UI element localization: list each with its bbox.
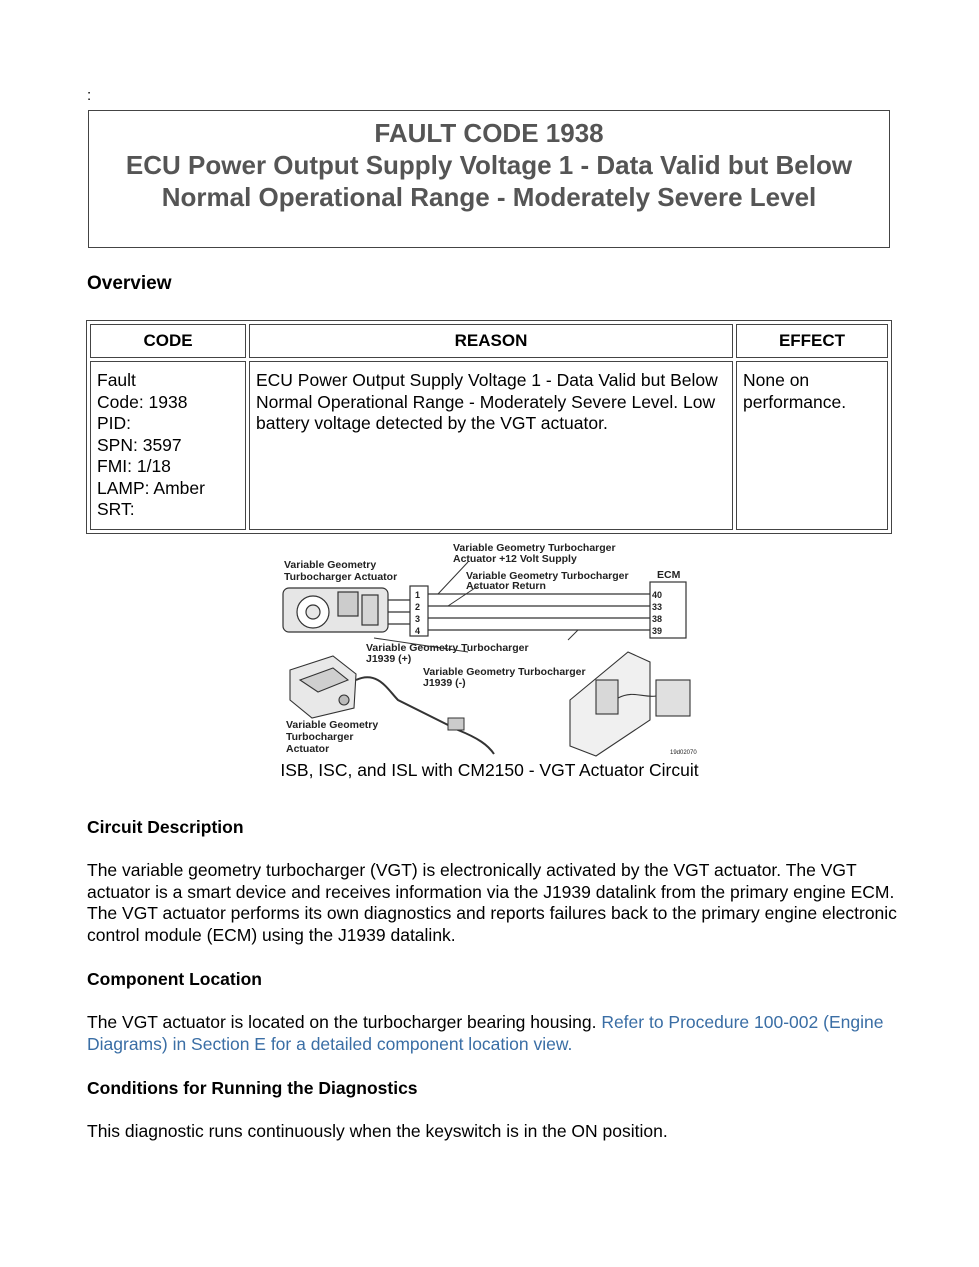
code-line: SPN: 3597 [97, 434, 182, 455]
code-line: LAMP: Amber [97, 477, 205, 498]
figure-id: 19d02070 [670, 750, 697, 756]
code-line: FMI: 1/18 [97, 456, 171, 476]
code-line: Fault [97, 370, 136, 390]
actuator-top-icon [283, 588, 388, 632]
ecm-pin-label: 39 [652, 626, 663, 636]
label-line: Variable Geometry Turbocharger [423, 666, 586, 678]
label-line: Turbocharger Actuator [284, 571, 398, 583]
code-line: PID: [97, 413, 132, 433]
effect-cell: None on performance. [736, 361, 888, 530]
table-header-row [90, 324, 888, 358]
pin-label: 2 [415, 602, 421, 612]
label-line: J1939 (+) [366, 653, 412, 665]
label-line: Actuator [286, 743, 330, 755]
label-line: Variable Geometry Turbocharger [366, 642, 529, 654]
vgt-circuit-diagram [278, 540, 698, 760]
fault-description-title: ECU Power Output Supply Voltage 1 - Data Valid but Below Normal Operational Range - Moderately Severe Level [125, 150, 853, 212]
code-line: Code: 1938 [97, 391, 188, 412]
pin-label: 4 [415, 626, 421, 636]
fault-code-title: FAULT CODE 1938 [374, 118, 604, 148]
actuator-bottom-icon [290, 656, 356, 718]
ecm-pin-label: 40 [652, 590, 663, 600]
ecm-pin-label: 38 [652, 614, 663, 624]
circuit-description-text: The variable geometry turbocharger (VGT) is electronically activated by the VGT actuator. The VGT actuator is a smart device and receives information via the J1939 datalink from the primary engine ECM. The VGT actuator performs its own diagnostics and reports failures back to the primary engine electronic control module (ECM) using the J1939 datalink. [87, 860, 897, 945]
label-actuator-top [284, 559, 397, 583]
ecm-label: ECM [657, 569, 681, 581]
overview-table [86, 320, 892, 534]
label-line: Turbocharger [286, 731, 354, 743]
header-reason: REASON [249, 324, 733, 358]
pin-label: 3 [415, 614, 421, 624]
reason-cell: ECU Power Output Supply Voltage 1 - Data Valid but Below Normal Operational Range - Moderately Severe Level. Low battery voltage detected by the VGT actuator. [249, 361, 733, 530]
ecm-pin-label: 33 [652, 602, 663, 612]
conditions-heading: Conditions for Running the Diagnostics [87, 1078, 418, 1098]
label-actuator-bottom [286, 719, 381, 755]
label-line: Variable Geometry [286, 719, 379, 731]
code-cell [90, 361, 246, 530]
pin-label: 1 [415, 590, 421, 600]
component-location-text: The VGT actuator is located on the turbocharger bearing housing. [87, 1012, 597, 1032]
procedure-link[interactable]: Refer to Procedure 100-002 (Engine Diagrams) in Section E for a detailed component location view. [87, 1012, 884, 1054]
component-location-heading: Component Location [87, 969, 262, 989]
label-line: Variable Geometry Turbocharger [466, 570, 629, 582]
label-line: Actuator +12 Volt Supply [453, 553, 577, 565]
header-code: CODE [90, 324, 246, 358]
label-line: Actuator Return [466, 580, 546, 592]
label-j1939-plus [366, 642, 532, 665]
figure-caption: ISB, ISC, and ISL with CM2150 - VGT Actuator Circuit [280, 760, 699, 780]
overview-heading: Overview [87, 273, 172, 294]
conditions-text: This diagnostic runs continuously when the keyswitch is in the ON position. [87, 1121, 668, 1141]
page-colon: : [87, 87, 92, 104]
component-location-paragraph [87, 1012, 897, 1055]
circuit-description-heading: Circuit Description [87, 817, 244, 837]
code-line: SRT: [97, 499, 135, 519]
header-effect: EFFECT [736, 324, 888, 358]
fault-title-box [88, 110, 890, 248]
label-line: J1939 (-) [423, 677, 466, 689]
label-return [466, 570, 632, 592]
label-line: Variable Geometry [284, 559, 377, 571]
label-supply [453, 542, 619, 565]
label-j1939-minus [423, 666, 589, 689]
label-line: Variable Geometry Turbocharger [453, 542, 616, 554]
inline-connector-icon [448, 718, 464, 730]
table-row [90, 361, 888, 530]
